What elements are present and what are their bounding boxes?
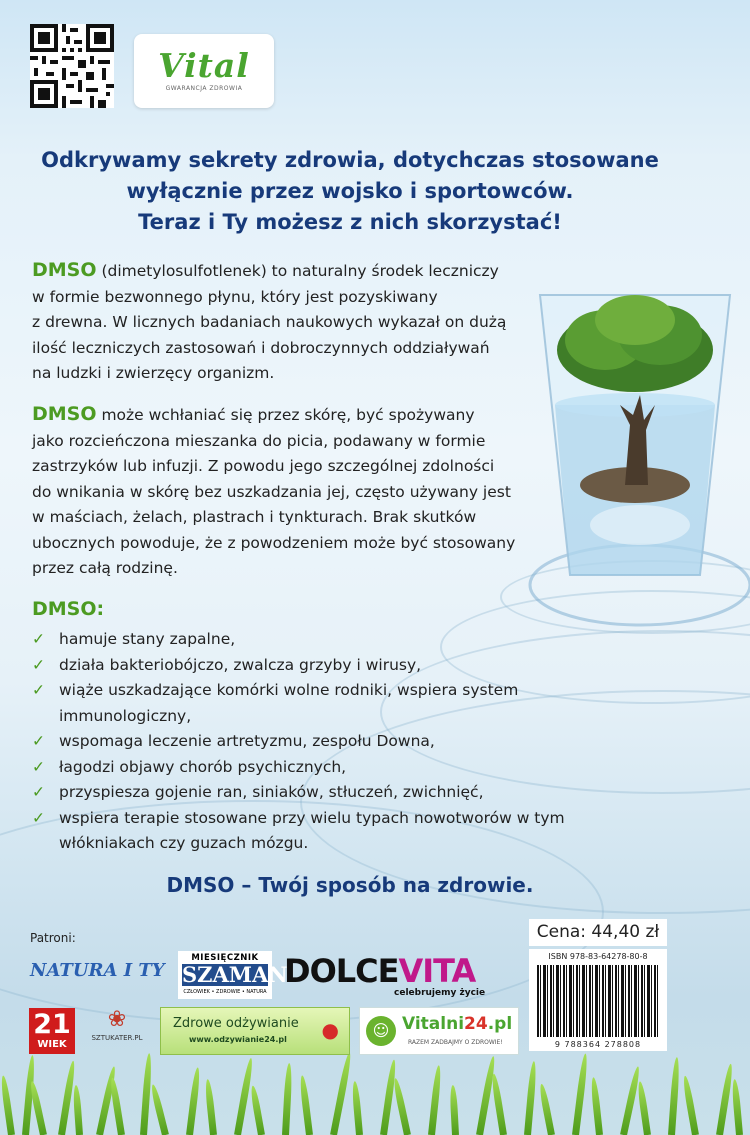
list-item-text: wiąże uszkadzające komórki wolne rodniki, wspiera system [59, 681, 519, 699]
check-icon: ✓ [32, 757, 45, 776]
paragraph-line: może wchłaniać się przez skórę, być spożywany [96, 406, 475, 424]
list-item-continuation [32, 831, 632, 857]
barcode-bars [537, 965, 659, 1037]
dmso-term: DMSO [32, 403, 97, 425]
dolce-word: DOLCE [284, 952, 399, 990]
paragraph-line: w formie bezwonnego płynu, który jest pozyskiwany [32, 287, 438, 306]
list-item [32, 780, 632, 806]
paragraph-line: w maściach, żelach, plastrach i tynkturach. Brak skutków [32, 508, 477, 526]
check-icon: ✓ [32, 732, 45, 750]
description-paragraph-1 [32, 258, 506, 387]
list-item-continuation [32, 704, 632, 730]
paragraph-line: jako rozcieńczona mieszanka do picia, podawany w formie [32, 431, 486, 450]
21-wiek-number: 21 [33, 1009, 71, 1040]
qr-code[interactable] [30, 24, 114, 108]
paragraph-line: na ludzki i zwierzęcy organizm. [32, 364, 275, 382]
list-item-text: działa bakteriobójczo, zwalcza grzyby i wirusy, [59, 655, 422, 674]
list-item-text: łagodzi objawy chorób psychicznych, [59, 757, 347, 776]
21-wiek-word: WIEK [37, 1039, 67, 1050]
sztukater-logo[interactable] [84, 1006, 150, 1054]
list-item [32, 729, 632, 755]
benefits-title: DMSO: [32, 598, 105, 620]
headline-line: wyłącznie przez wojsko i sportowców. [126, 179, 574, 203]
barcode [529, 949, 667, 1051]
sztukater-name: SZTUKATER.PL [91, 1034, 143, 1042]
list-item [32, 627, 632, 653]
vitalni-name: Vitalni24.pl [402, 1014, 513, 1034]
check-icon: ✓ [32, 681, 45, 699]
check-icon: ✓ [32, 655, 45, 674]
description-paragraph-2 [32, 402, 515, 582]
vitalni-tagline: RAZEM ZADBAJMY O ZDROWIE! [408, 1039, 503, 1046]
dolce-vita-tagline: celebrujemy życie [394, 988, 486, 998]
szaman-subtitle: CZŁOWIEK • ZDROWIE • NATURA [183, 989, 267, 995]
vita-word: VITA [398, 952, 476, 990]
list-item-text: przyspiesza gojenie ran, siniaków, stłuczeń, zwichnięć, [59, 783, 484, 801]
paragraph-line: przez całą rodzinę. [32, 559, 178, 577]
headline-line: Teraz i Ty możesz z nich skorzystać! [138, 210, 562, 234]
list-item [32, 806, 632, 832]
21-wiek-logo[interactable] [29, 1008, 75, 1054]
paragraph-line: z drewna. W licznych badaniach naukowych wykazał on dużą [32, 313, 507, 331]
zdrowe-url: www.odzywianie24.pl [189, 1035, 287, 1044]
paragraph-line: (dimetylosulfotlenek) to naturalny środek leczniczy [96, 262, 499, 280]
slogan: DMSO – Twój sposób na zdrowie. [166, 873, 534, 897]
vitalni24-logo[interactable] [359, 1007, 519, 1055]
szaman-title: SZAMAN [182, 962, 288, 987]
vital-logo-word: Vital [158, 46, 250, 85]
list-item-text: włókniakach czy guzach mózgu. [59, 834, 309, 852]
tree-in-glass-illustration [520, 255, 750, 655]
isbn-number: ISBN 978-83-64278-80-8 [548, 952, 648, 961]
list-item [32, 653, 632, 679]
paragraph-line: zastrzyków lub infuzji. Z powodu jego szczególnej zdolności [32, 457, 495, 475]
zdrowe-odzywianie-logo[interactable] [160, 1007, 350, 1055]
list-item-text: wspomaga leczenie artretyzmu, zespołu Downa, [59, 732, 435, 750]
list-item-text: wspiera terapie stosowane przy wielu typach nowotworów w tym [59, 808, 565, 827]
patrons-label: Patroni: [30, 931, 76, 945]
price-label: Cena: 44,40 zł [529, 919, 667, 946]
swirl-icon: ❀ [107, 1007, 127, 1032]
list-item [32, 755, 632, 781]
dolce-vita-logo[interactable] [284, 952, 475, 990]
dmso-term: DMSO [32, 259, 97, 281]
barcode-number: 9 788364 278808 [554, 1040, 642, 1049]
szaman-logo[interactable] [178, 951, 288, 999]
zdrowe-title: Zdrowe odżywianie [173, 1016, 299, 1031]
paragraph-line: do wnikania w skórę bez uszkadzania jej, często używany jest [32, 482, 511, 501]
headline [0, 145, 700, 238]
paragraph-line: ilość leczniczych zastosowań i dobroczynnych oddziaływań [32, 338, 490, 357]
list-item [32, 678, 632, 704]
check-icon: ✓ [32, 808, 45, 827]
headline-line: Odkrywamy sekrety zdrowia, dotychczas stosowane [41, 148, 659, 172]
check-icon: ✓ [32, 783, 45, 801]
szaman-top-text: MIESIĘCZNIK [191, 953, 259, 963]
benefits-list [32, 627, 632, 857]
list-item-text: immunologiczny, [59, 706, 192, 725]
check-icon: ✓ [32, 630, 45, 648]
natura-i-ty-logo[interactable]: NATURA I TY [30, 960, 165, 981]
list-item-text: hamuje stany zapalne, [59, 630, 236, 648]
paragraph-line: ubocznych powoduje, że z powodzeniem może być stosowany [32, 533, 516, 552]
apple-icon: ● [321, 1018, 339, 1042]
vital-logo [134, 34, 274, 108]
vital-logo-tagline: GWARANCJA ZDROWIA [165, 85, 243, 92]
vitalni-icon: ☺ [366, 1016, 396, 1046]
